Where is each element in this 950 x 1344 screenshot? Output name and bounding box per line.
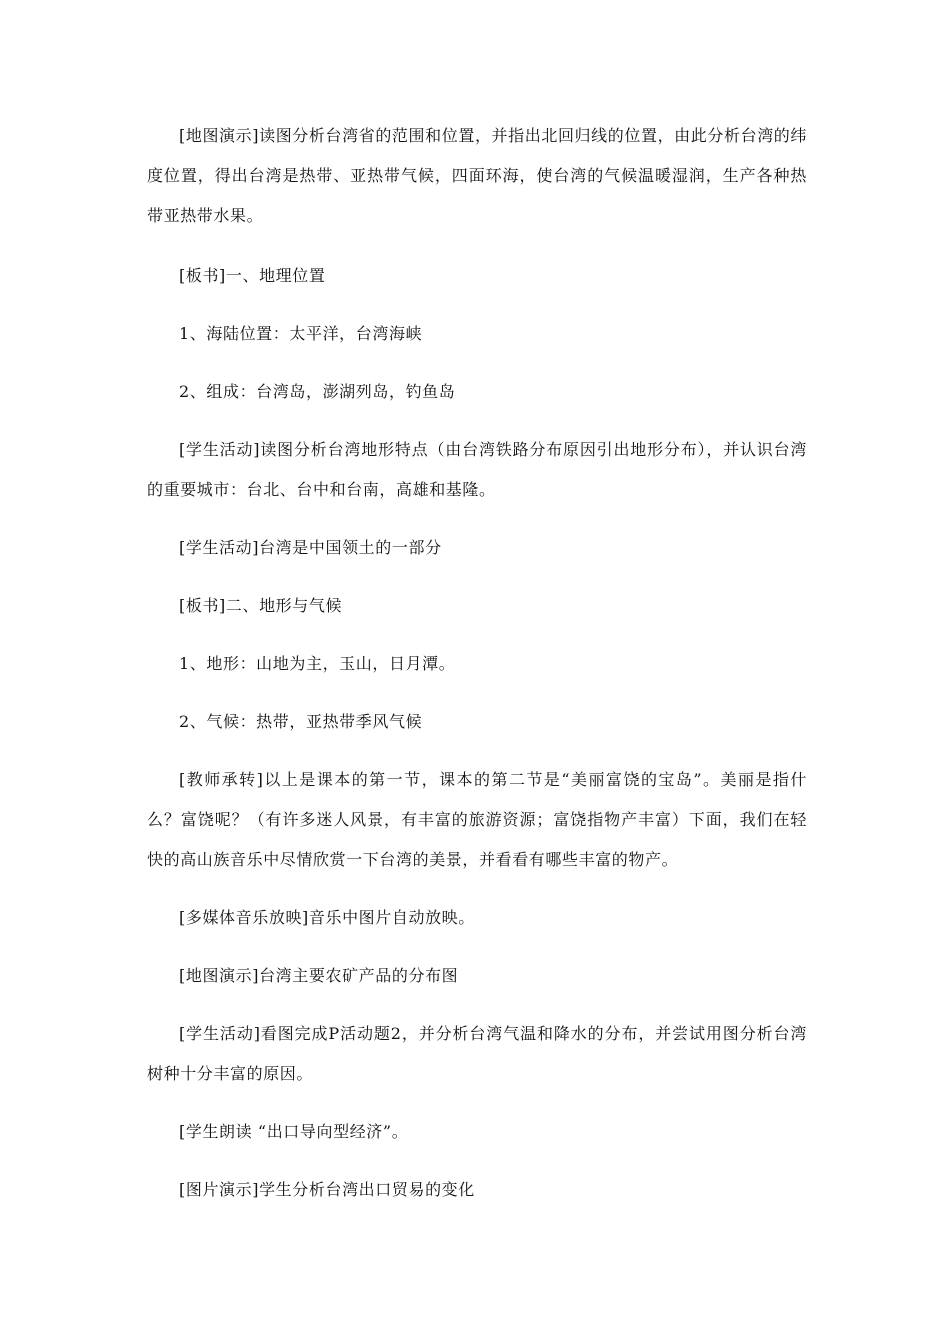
paragraph-student-activity-terrain: [学生活动]读图分析台湾地形特点（由台湾铁路分布原因引出地形分布），并认识台湾的重要城市：台北、台中和台南，高雄和基隆。 — [147, 440, 807, 499]
paragraph-image-demo-trade: [图片演示]学生分析台湾出口贸易的变化 — [179, 1180, 475, 1199]
paragraph-sea-land-position: 1、海陆位置：太平洋，台湾海峡 — [179, 324, 423, 343]
paragraph-student-reading: [学生朗读 “出口导向型经济”。 — [179, 1122, 409, 1141]
paragraph-teacher-transition: [教师承转]以上是课本的第一节，课本的第二节是“美丽富饶的宝岛”。美丽是指什么？富饶呢？（有许多迷人风景，有丰富的旅游资源；富饶指物产丰富）下面，我们在轻快的高山族音乐中尽情欣赏一下台湾的美景，并看看有哪些丰富的物产。 — [147, 770, 807, 869]
paragraph-multimedia-music: [多媒体音乐放映]音乐中图片自动放映。 — [179, 908, 475, 927]
paragraph-map-demo-location: [地图演示]读图分析台湾省的范围和位置，并指出北回归线的位置，由此分析台湾的纬度位置，得出台湾是热带、亚热带气候，四面环海，使台湾的气候温暖湿润，生产各种热带亚热带水果。 — [147, 126, 807, 225]
paragraph-board-terrain-climate: [板书]二、地形与气候 — [179, 596, 343, 615]
paragraph-board-geo-position: [板书]一、地理位置 — [179, 266, 326, 285]
paragraph-map-demo-products: [地图演示]台湾主要农矿产品的分布图 — [179, 966, 459, 985]
document-body — [147, 116, 807, 1210]
paragraph-composition: 2、组成：台湾岛，澎湖列岛，钓鱼岛 — [179, 382, 456, 401]
paragraph-climate: 2、气候：热带，亚热带季风气候 — [179, 712, 423, 731]
paragraph-student-activity-territory: [学生活动]台湾是中国领土的一部分 — [179, 538, 442, 557]
paragraph-terrain: 1、地形：山地为主，玉山，日月潭。 — [179, 654, 456, 673]
paragraph-student-activity-climate: [学生活动]看图完成P活动题2，并分析台湾气温和降水的分布，并尝试用图分析台湾树种十分丰富的原因。 — [147, 1024, 807, 1083]
